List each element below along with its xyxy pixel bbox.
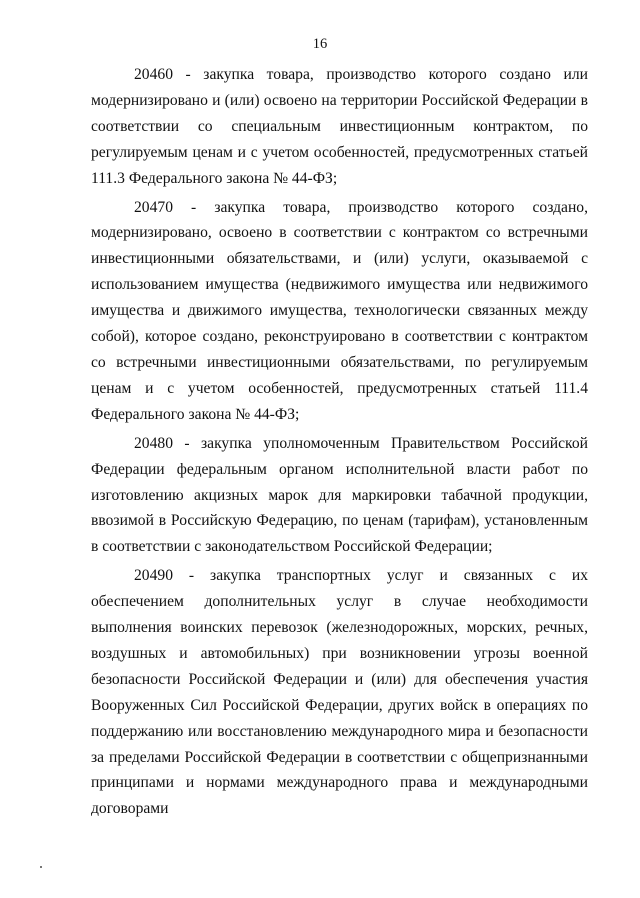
paragraph-20490: 20490 - закупка транспортных услуг и связанных с их обеспечением дополнительных услуг в случае необходимости выполнения воинских перевозок (железнодорожных, морских, речных, воздушных и автомобильных) при возникновении угрозы военной безопасности Российской Федерации и (или) для обеспечения участия Вооруженных Сил Российской Федерации, других войск в операциях по поддержанию или восстановлению международного мира и безопасности за пределами Российской Федерации в соответствии с общепризнанными принципами и нормами международного права и международными договорами (91, 567, 588, 818)
paragraph-20460: 20460 - закупка товара, производство которого создано или модернизировано и (или) освоено на территории Российской Федерации в соответствии со специальным инвестиционным контрактом, по регулируемым ценам и с учетом особенностей, предусмотренных статьей 111.3 Федерального закона № 44-ФЗ; (91, 66, 588, 187)
paragraph-20480: 20480 - закупка уполномоченным Правительством Российской Федерации федеральным органом исполнительной власти работ по изготовлению акцизных марок для маркировки табачной продукции, ввозимой в Российскую Федерацию, по ценам (тарифам), установленным в соответствии с законодательством Российской Федерации; (91, 434, 588, 556)
document-body (91, 62, 588, 825)
paragraph-20470: 20470 - закупка товара, производство которого создано, модернизировано, освоено в соответствии с контрактом со встречными инвестиционными обязательствами, и (или) услуги, оказываемой с использованием имущества (недвижимого имущества или недвижимого имущества и движимого имущества, технологически связанных между собой), которое создано, реконструировано в соответствии с контрактом со встречными инвестиционными обязательствами, по регулируемым ценам и с учетом особенностей, предусмотренных статьей 111.4 Федерального закона № 44-ФЗ; (91, 198, 588, 423)
scan-speck (40, 866, 42, 868)
page-number: 16 (312, 36, 328, 52)
